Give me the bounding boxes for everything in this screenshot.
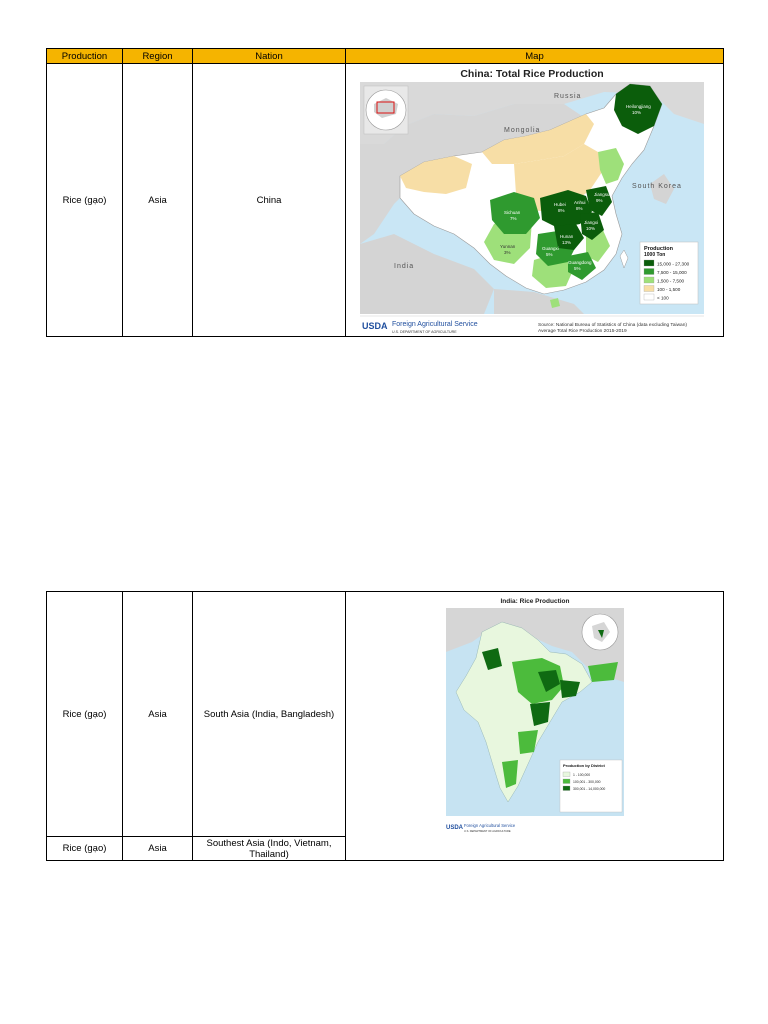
header-production: Production	[47, 49, 123, 64]
label-hunan: Hunan	[560, 234, 574, 239]
usda-logo: USDA	[446, 825, 464, 831]
production-cell: Rice (gạo)	[47, 592, 123, 837]
label-jiangsu: Jiangsu	[594, 192, 610, 197]
india-map-title: India: Rice Production	[500, 598, 570, 605]
legend-label: < 100	[657, 295, 669, 301]
label-guangxi: Guangxi	[542, 246, 559, 251]
globe-inset	[582, 614, 618, 650]
source-note: Source: National Bureau of Statistics of China (data excluding Taiwan)	[538, 323, 687, 328]
legend-label: 1 - 100,000	[573, 773, 591, 777]
legend-swatch	[644, 260, 654, 266]
region-cell: Asia	[123, 64, 193, 337]
map-cell	[346, 592, 724, 861]
legend-swatch	[563, 779, 570, 784]
rice-table-china	[46, 48, 724, 337]
label-hunan-pct: 13%	[562, 240, 572, 245]
legend-swatch	[644, 277, 654, 283]
legend-swatch	[644, 294, 654, 300]
label-yunnan: Yunnan	[500, 244, 516, 249]
label-guangdong: Guangdong	[568, 260, 592, 265]
legend-unit: 1000 Ton	[644, 252, 666, 258]
agency-name: Foreign Agricultural Service	[464, 823, 516, 828]
label-heilongjiang: Heilongjiang	[626, 104, 651, 109]
agency-name: Foreign Agricultural Service	[392, 321, 478, 328]
label-jiangsu-pct: 9%	[596, 198, 603, 203]
nation-cell: Southest Asia (Indo, Vietnam, Thailand)	[193, 837, 346, 861]
india-map	[442, 592, 628, 838]
label-south-korea: South Korea	[632, 183, 682, 190]
legend-label: 1,500 - 7,500	[657, 278, 685, 284]
map-legend	[640, 242, 698, 304]
legend-label: 300,001 - 14,000,000	[573, 787, 606, 791]
label-jiangxi-pct: 10%	[586, 226, 596, 231]
legend-title: Production by District	[563, 763, 605, 768]
label-sichuan-pct: 7%	[510, 216, 517, 221]
label-sichuan: Sichuan	[504, 210, 521, 215]
legend-title: Production	[644, 246, 674, 252]
region-cell: Asia	[123, 592, 193, 837]
label-anhui: Anhui	[574, 200, 586, 205]
label-hubei-pct: 8%	[558, 208, 565, 213]
label-guangxi-pct: 5%	[546, 252, 553, 257]
label-yunnan-pct: 3%	[504, 250, 511, 255]
nation-cell: China	[193, 64, 346, 337]
legend-label: 100,001 - 300,000	[573, 780, 601, 784]
map-cell	[346, 64, 724, 337]
legend-swatch	[644, 269, 654, 275]
dept-name: U.S. DEPARTMENT OF AGRICULTURE	[392, 330, 457, 334]
legend-label: 7,500 - 15,000	[657, 270, 687, 275]
label-india: India	[394, 263, 415, 270]
legend-swatch	[644, 286, 654, 292]
legend-swatch	[563, 786, 570, 791]
india-legend	[560, 760, 622, 812]
dept-name: U.S. DEPARTMENT OF AGRICULTURE	[464, 830, 511, 833]
header-region: Region	[123, 49, 193, 64]
header-nation: Nation	[193, 49, 346, 64]
globe-inset	[364, 86, 408, 134]
nation-cell: South Asia (India, Bangladesh)	[193, 592, 346, 837]
label-hubei: Hubei	[554, 202, 566, 207]
region-cell: Asia	[123, 837, 193, 861]
label-heilongjiang-pct: 10%	[632, 110, 642, 115]
legend-swatch	[563, 772, 570, 777]
label-anhui-pct: 8%	[576, 206, 583, 211]
production-cell: Rice (gạo)	[47, 64, 123, 337]
legend-label: 100 - 1,500	[657, 287, 681, 292]
label-mongolia: Mongolia	[504, 127, 541, 134]
header-row	[47, 49, 724, 64]
production-cell: Rice (gạo)	[47, 837, 123, 861]
usda-logo: USDA	[362, 321, 388, 331]
average-note: Average Total Rice Production 2015-2019	[538, 329, 627, 334]
legend-label: 15,000 - 27,300	[657, 261, 690, 267]
label-russia: Russia	[554, 93, 582, 100]
label-jiangxi: Jiangxi	[584, 220, 599, 225]
china-map-title: China: Total Rice Production	[460, 68, 604, 80]
label-guangdong-pct: 5%	[574, 266, 581, 271]
china-map	[354, 64, 718, 336]
table-row	[47, 592, 724, 837]
rice-table-south-asia	[46, 591, 724, 861]
header-map: Map	[346, 49, 724, 64]
table-row	[47, 64, 724, 337]
